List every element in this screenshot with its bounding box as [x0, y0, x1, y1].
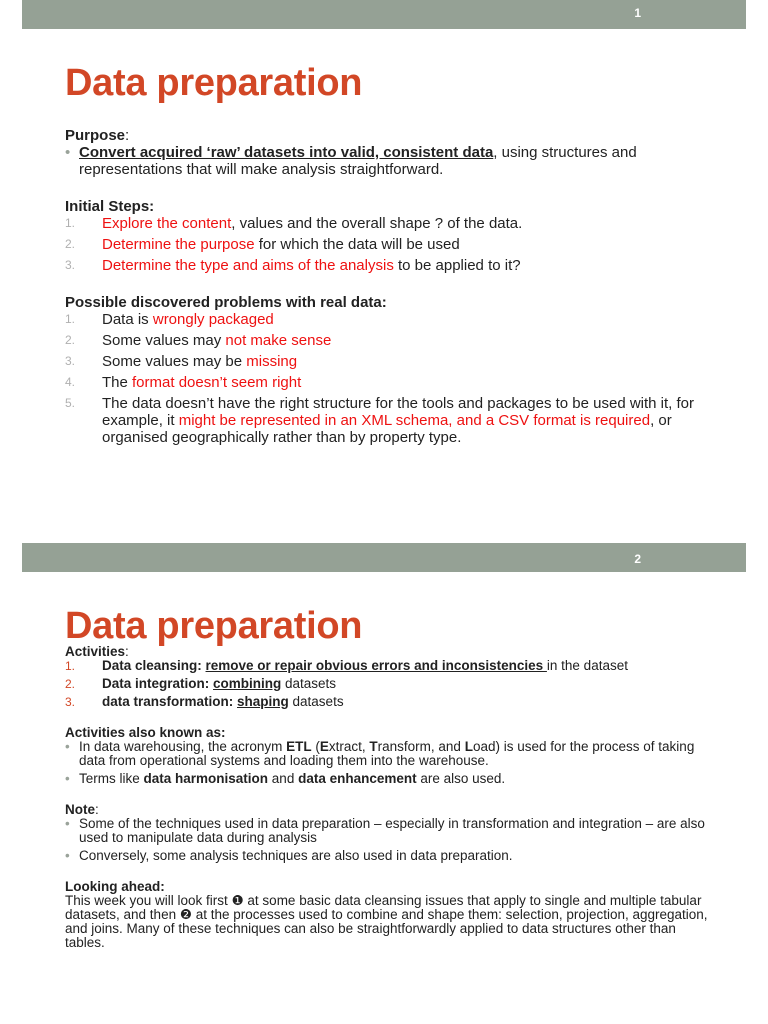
purpose-item: • Convert acquired ‘raw’ datasets into valid, consistent data, using structures and representations that will make analysis straightforward. [65, 144, 637, 178]
aka-section [65, 726, 715, 786]
purpose-section [65, 127, 715, 178]
list-item: 2. Some values may not make sense [65, 332, 332, 349]
list-item: 3. data transformation: shaping datasets [65, 694, 344, 709]
list-item: 1. Data is wrongly packaged [65, 311, 274, 328]
list-item: • Conversely, some analysis techniques are also used in data preparation. [65, 848, 513, 863]
bullet-icon: • [65, 848, 70, 863]
looking-ahead-section [65, 880, 715, 950]
slide-header-bar [22, 543, 746, 572]
circled-one-icon: ❶ [231, 893, 244, 908]
aka-heading: Activities also known as: [65, 725, 226, 740]
looking-ahead-text: This week you will look first ❶ at some basic data cleansing issues that apply to single and multiple tabular datasets, and then ❷ at the processes used to combine and shape them: selection, projection, aggregation, and joins. Many of these techniques can also be straightforwardly applied to data structures other than tables. [65, 893, 708, 950]
activities-heading: Activities: [65, 644, 129, 659]
list-item: 1. Explore the content, values and the overall shape ? of the data. [65, 215, 523, 232]
list-item: 2. Determine the purpose for which the data will be used [65, 236, 460, 253]
list-item: 4. The format doesn’t seem right [65, 374, 302, 391]
purpose-heading: Purpose: [65, 127, 130, 144]
list-item: 3. Some values may be missing [65, 353, 298, 370]
bullet-icon: • [65, 739, 70, 754]
initial-steps-heading: Initial Steps: [65, 198, 155, 215]
list-item: 3. Determine the type and aims of the analysis to be applied to it? [65, 257, 521, 274]
activities-section [65, 645, 715, 709]
bullet-icon: • [65, 144, 71, 161]
looking-ahead-heading: Looking ahead: [65, 879, 165, 894]
slide-number: 1 [634, 6, 641, 20]
problems-section [65, 294, 715, 446]
list-item: 1. Data cleansing: remove or repair obvious errors and inconsistencies in the dataset [65, 658, 628, 673]
slide-body [65, 127, 715, 466]
list-item: • Terms like data harmonisation and data enhancement are also used. [65, 771, 506, 786]
bullet-icon: • [65, 771, 70, 786]
bullet-icon: • [65, 816, 70, 831]
list-item: 2. Data integration: combining datasets [65, 676, 337, 691]
list-item: • In data warehousing, the acronym ETL (Extract, Transform, and Load) is used for the process of taking data from operational systems and loading them into the warehouse. [65, 739, 695, 768]
slide-number: 2 [634, 552, 641, 566]
problems-heading: Possible discovered problems with real data: [65, 294, 387, 311]
circled-two-icon: ❷ [179, 907, 192, 922]
slide-2 [0, 543, 768, 1024]
slide-title: Data preparation [65, 605, 363, 647]
slide-body [65, 645, 715, 967]
initial-steps-section [65, 198, 715, 274]
note-section [65, 803, 715, 863]
slide-header-bar [22, 0, 746, 29]
list-item: 5. The data doesn’t have the right structure for the tools and packages to be used with it, for example, it might be represented in an XML schema, and a CSV format is required, or organised geographically rather than by property type. [65, 395, 695, 446]
note-heading: Note: [65, 802, 99, 817]
list-item: • Some of the techniques used in data preparation – especially in transformation and integration – are also used to manipulate data during analysis [65, 816, 705, 845]
slide-title: Data preparation [65, 62, 363, 104]
